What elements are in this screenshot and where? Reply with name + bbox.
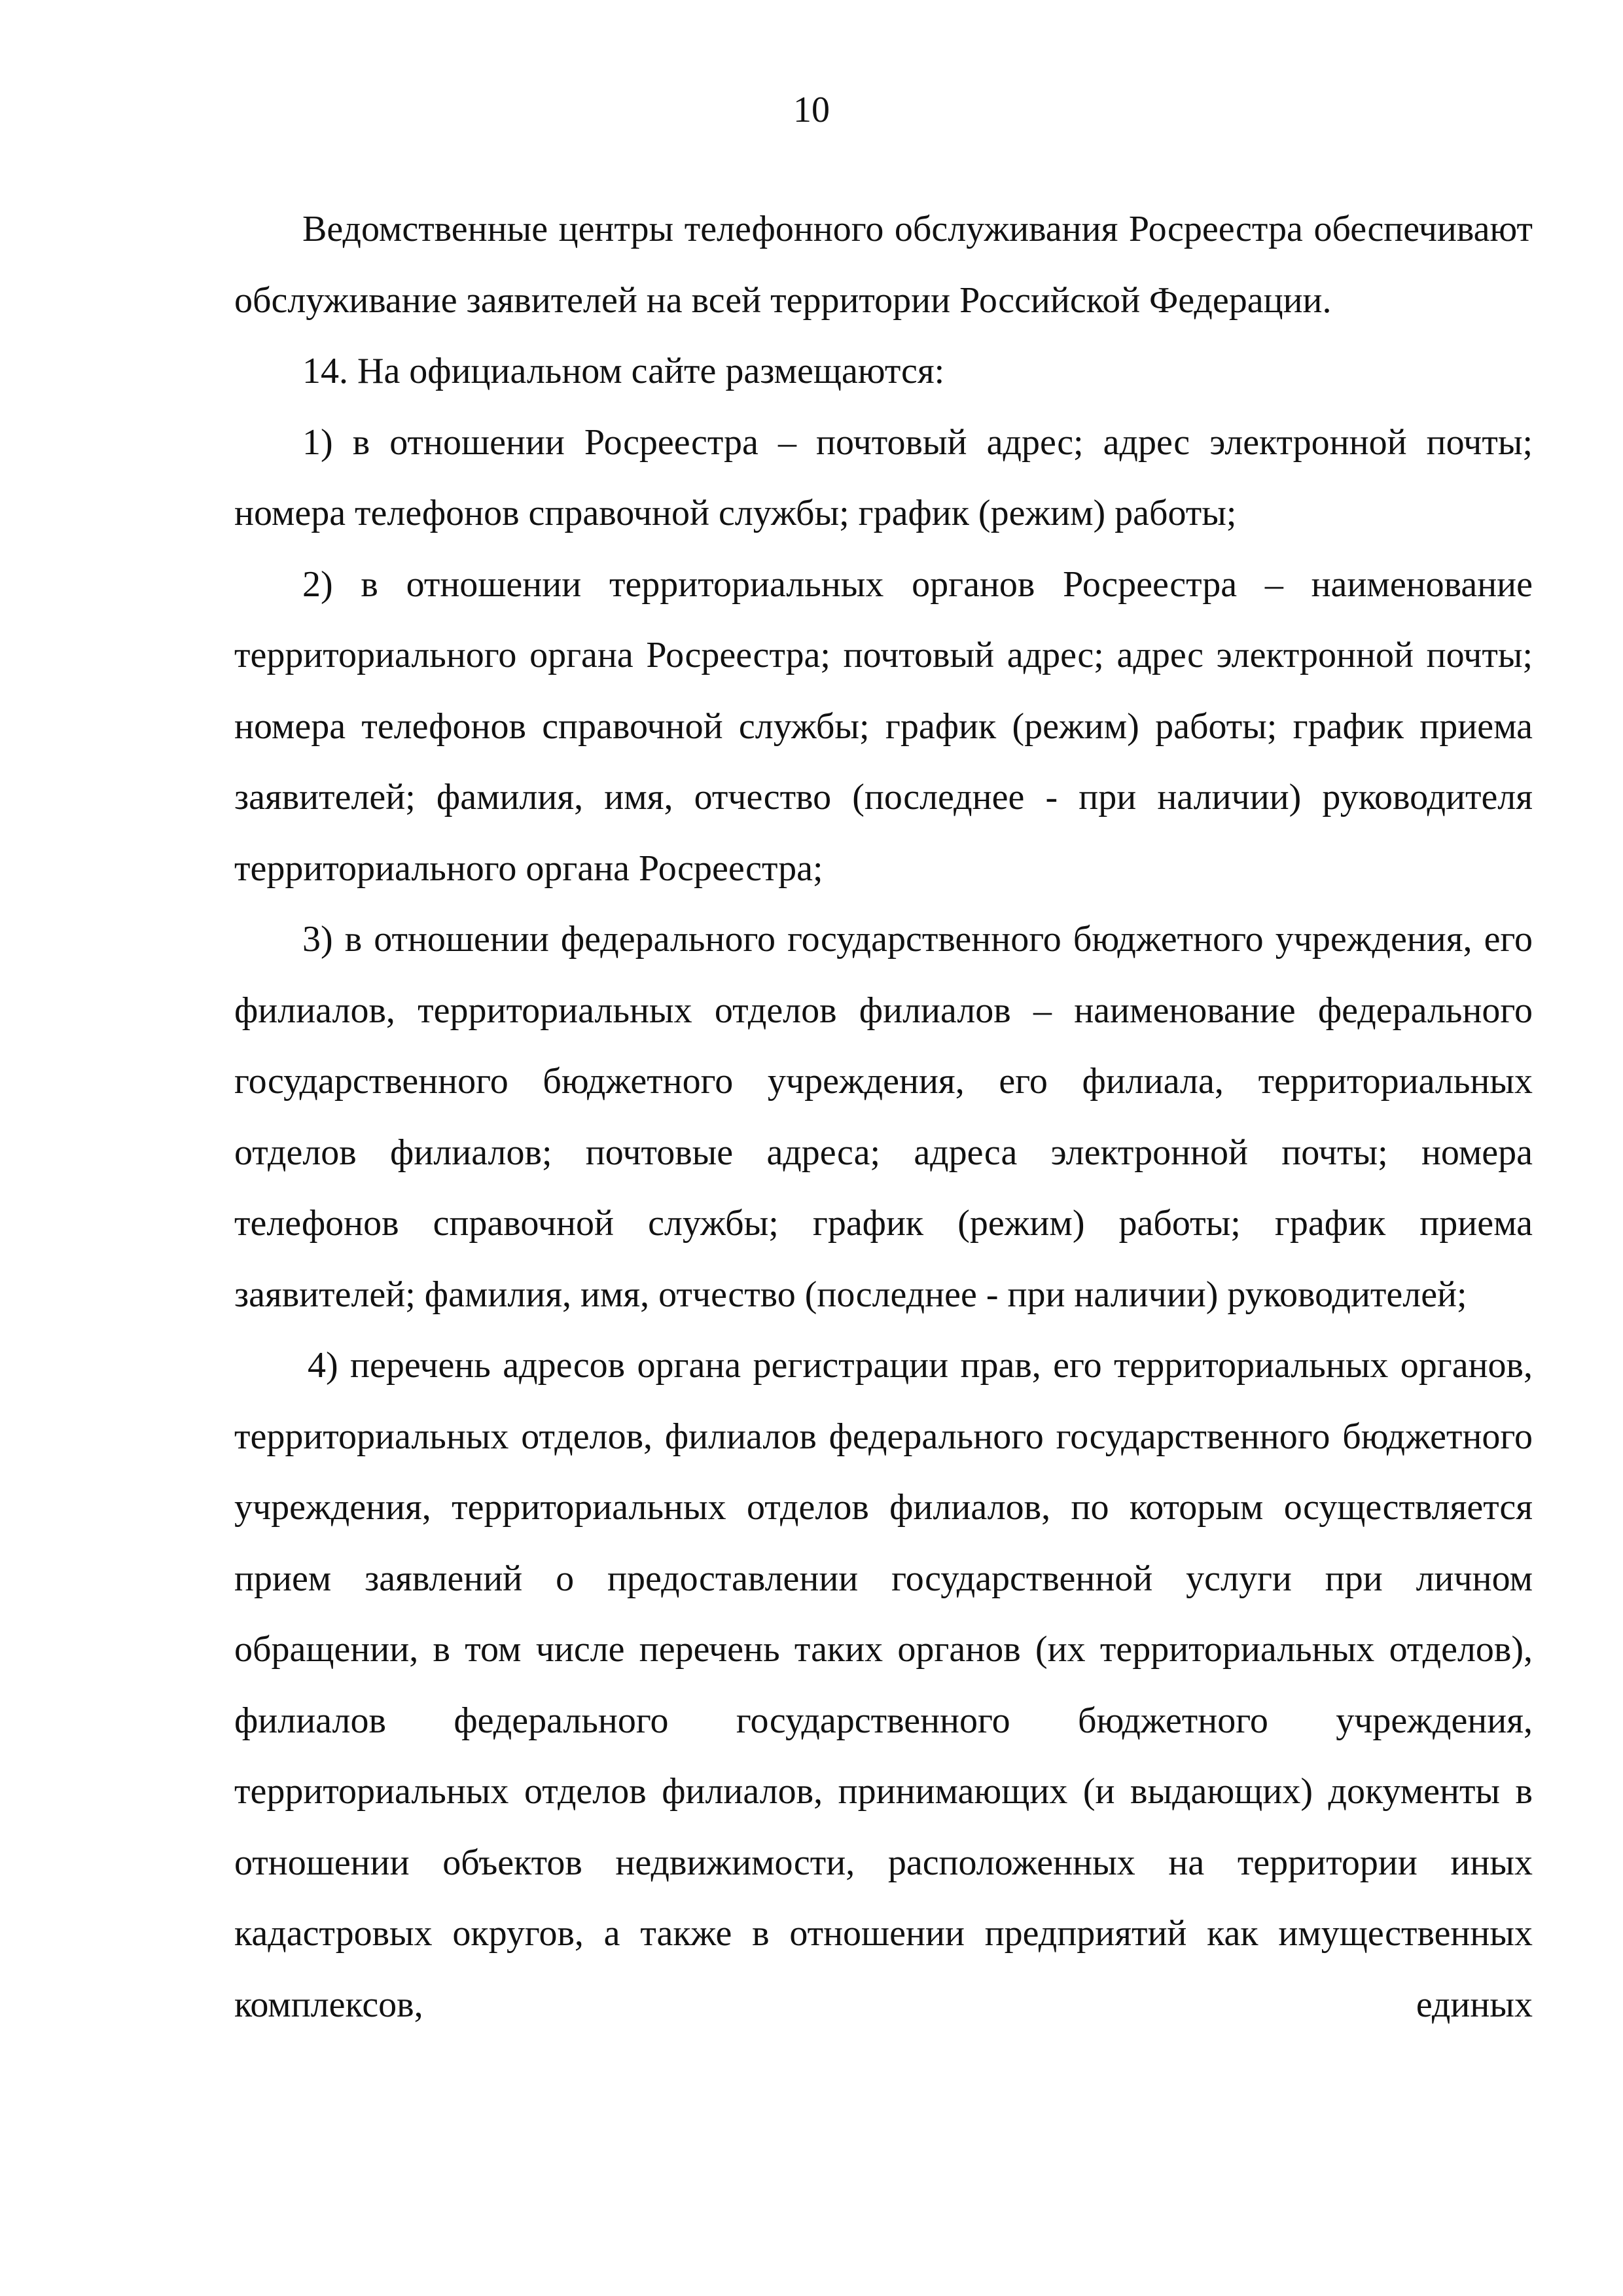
paragraph-call-centers: Ведомственные центры телефонного обслуживания Росреестра обеспечивают обслуживание заявителей на всей территории Российской Федерации. bbox=[234, 209, 1533, 321]
paragraph-item-2: 2) в отношении территориальных органов Росреестра – наименование территориального органа Росреестра; почтовый адрес; адрес электронной почты; номера телефонов справочной службы; график (режим) работы; график приема заявителей; фамилия, имя, отчество (последнее - при наличии) руководителя территориального органа Росреестра; bbox=[234, 564, 1533, 889]
page-number: 10 bbox=[793, 90, 830, 130]
paragraph-item-1: 1) в отношении Росреестра – почтовый адрес; адрес электронной почты; номера телефонов справочной службы; график (режим) работы; bbox=[234, 422, 1533, 533]
paragraph-item-3: 3) в отношении федерального государственного бюджетного учреждения, его филиалов, территориальных отделов филиалов – наименование федерального государственного бюджетного учреждения, его филиала, территориальных отделов филиалов; почтовые адреса; адреса электронной почты; номера телефонов справочной службы; график (режим) работы; график приема заявителей; фамилия, имя, отчество (последнее - при наличии) руководителей; bbox=[234, 919, 1533, 1315]
paragraph-item-4: 4) перечень адресов органа регистрации прав, его территориальных органов, территориальных отделов, филиалов федерального государственного бюджетного учреждения, территориальных отделов филиалов, по которым осуществляется прием заявлений о предоставлении государственной услуги при личном обращении, в том числе перечень таких органов (их территориальных отделов), филиалов федерального государственного бюджетного учреждения, территориальных отделов филиалов, принимающих (и выдающих) документы в отношении объектов недвижимости, расположенных на территории иных кадастровых округов, а также в отношении предприятий как имущественных комплексов, единых bbox=[234, 1345, 1533, 2025]
document-body bbox=[234, 194, 1533, 2040]
paragraph-14-heading: 14. На официальном сайте размещаются: bbox=[302, 351, 945, 391]
